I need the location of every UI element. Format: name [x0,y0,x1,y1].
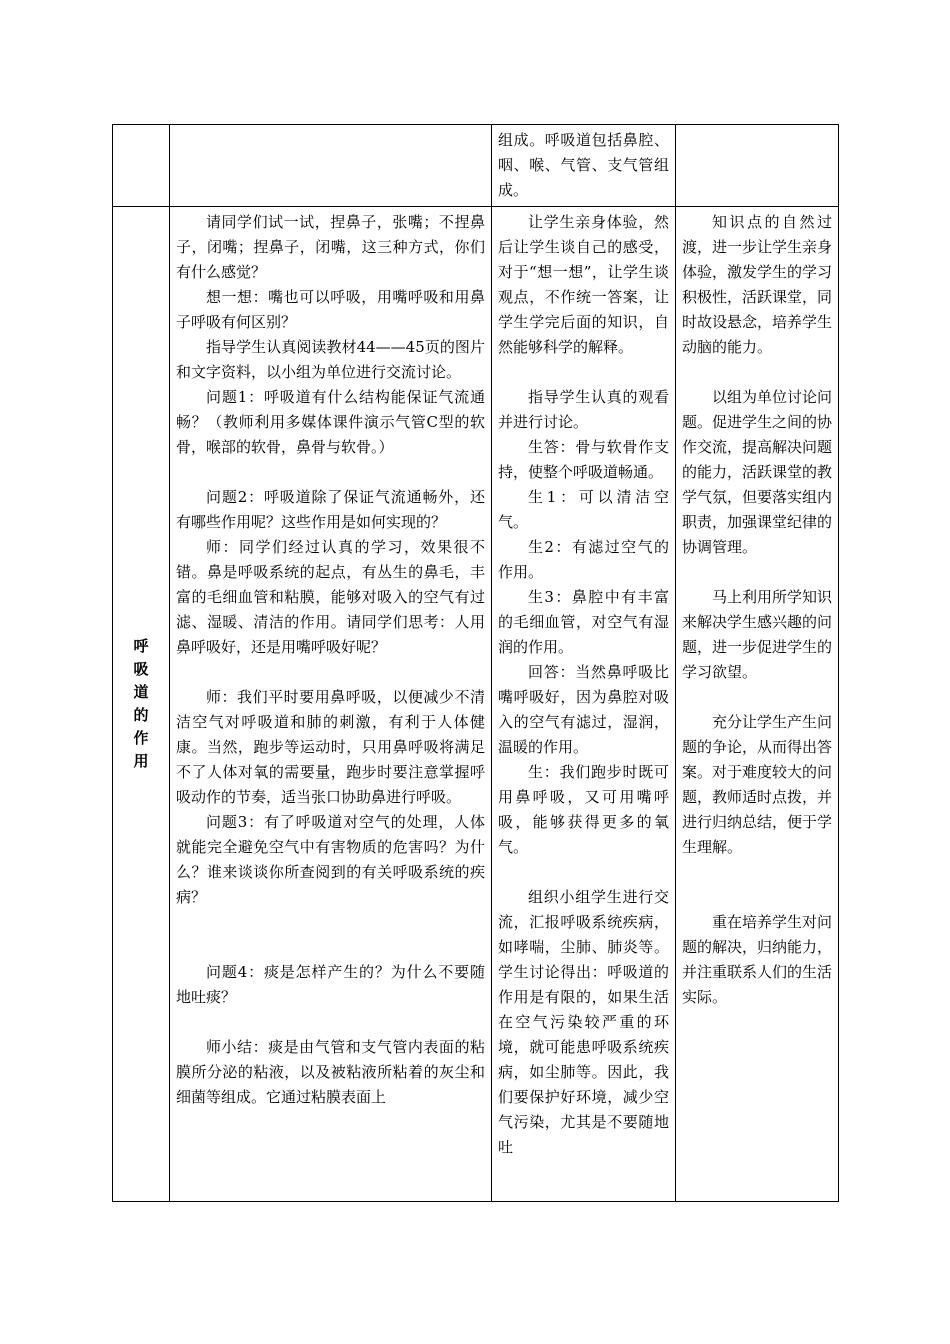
student-paragraph: 组织小组学生进行交流，汇报呼吸系统疾病，如哮喘，尘肺、肺炎等。学生讨论得出：呼吸道的作用是有限的，如果生活在空气污染较严重的环境，就可能患呼吸系统疾病，如尘肺等。因此，我们要保护好环境，减少空气污染，尤其是不要随地吐 [498,888,669,1156]
student-paragraph: 生3：鼻腔中有丰富的毛细血管，对空气有湿润的作用。 [498,588,669,656]
intent-paragraph: 马上利用所学知识来解决学生感兴趣的问题，进一步促进学生的学习欲望。 [682,588,833,681]
teacher-paragraph: 想一想：嘴也可以呼吸，用嘴呼吸和用鼻子呼吸有何区别？ [176,288,485,331]
teacher-paragraph: 问题1：呼吸道有什么结构能保证气流通畅？（教师利用多媒体课件演示气管C型的软骨，喉部的软骨，鼻骨与软骨。） [176,388,485,456]
section-title-cell-empty [113,125,170,207]
design-intent-cell [676,207,839,1202]
student-activity-cell [492,207,676,1202]
table-row [113,125,839,207]
teacher-paragraph: 问题3：有了呼吸道对空气的处理，人体就能完全避免空气中有害物质的危害吗？为什么？谁来谈谈你所查阅到的有关呼吸系统的疾病？ [176,813,485,906]
student-activity-cell [492,125,676,207]
teacher-paragraph: 师：我们平时要用鼻呼吸，以便减少不清洁空气对呼吸道和肺的刺激，有利于人体健康。当然，跑步等运动时，只用鼻呼吸将满足不了人体对氧的需要量，跑步时要注意掌握呼吸动作的节奏，适当张口协助鼻进行呼吸。 [176,688,485,806]
intent-paragraph: 充分让学生产生问题的争论，从而得出答案。对于难度较大的问题，教师适时点拨，并进行归纳总结，便于学生理解。 [682,713,833,856]
student-paragraph: 生1：可以清洁空气。 [498,488,669,531]
lesson-plan-table [112,124,839,1202]
student-text: 组成。呼吸道包括鼻腔、咽、喉、气管、支气管组成。 [498,131,669,199]
student-paragraph: 生2：有滤过空气的作用。 [498,538,669,581]
design-intent-cell-empty [676,125,839,207]
student-paragraph: 生：我们跑步时既可用鼻呼吸，又可用嘴呼吸，能够获得更多的氧气。 [498,763,669,856]
teacher-activity-cell-empty [170,125,492,207]
teacher-paragraph: 师小结：痰是由气管和支气管内表面的粘膜所分泌的粘液，以及被粘液所粘着的灰尘和细菌等组成。它通过粘膜表面上 [176,1038,485,1106]
teacher-activity-cell [170,207,492,1202]
teacher-paragraph: 问题2：呼吸道除了保证气流通畅外，还有哪些作用呢？这些作用是如何实现的？ [176,488,485,531]
intent-paragraph: 重在培养学生对问题的解决，归纳能力，并注重联系人们的生活实际。 [682,913,833,1006]
student-paragraph: 生答：骨与软骨作支持，使整个呼吸道畅通。 [498,438,669,481]
teacher-paragraph: 师：同学们经过认真的学习，效果很不错。鼻是呼吸系统的起点，有丛生的鼻毛，丰富的毛细血管和粘膜，能够对吸入的空气有过滤、湿暖、清洁的作用。请同学们思考：人用鼻呼吸好，还是用嘴呼吸好呢？ [176,538,485,656]
intent-paragraph: 以组为单位讨论问题。促进学生之间的协作交流，提高解决问题的能力，活跃课堂的教学气氛，但要落实组内职责，加强课堂纪律的协调管理。 [682,388,833,556]
table-row [113,207,839,1202]
teacher-paragraph: 问题4：痰是怎样产生的？为什么不要随地吐痰？ [176,963,485,1006]
section-title-cell [113,207,170,1202]
teacher-paragraph: 指导学生认真阅读教材44——45页的图片和文字资料，以小组为单位进行交流讨论。 [176,338,485,381]
student-paragraph: 指导学生认真的观看并进行讨论。 [498,388,669,431]
intent-paragraph: 知识点的自然过渡，进一步让学生亲身体验，激发学生的学习积极性，活跃课堂，同时故设悬念，培养学生动脑的能力。 [682,213,833,356]
teacher-paragraph: 请同学们试一试，捏鼻子，张嘴；不捏鼻子，闭嘴；捏鼻子，闭嘴，这三种方式，你们有什么感觉？ [176,213,485,281]
student-paragraph: 让学生亲身体验，然后让学生谈自己的感受，对于“想一想”，让学生谈观点，不作统一答案，让学生学完后面的知识，自然能够科学的解释。 [498,213,669,356]
section-title: 呼吸道的作用 [133,636,149,770]
student-paragraph: 回答：当然鼻呼吸比嘴呼吸好，因为鼻腔对吸入的空气有滤过，湿润，温暖的作用。 [498,663,669,756]
